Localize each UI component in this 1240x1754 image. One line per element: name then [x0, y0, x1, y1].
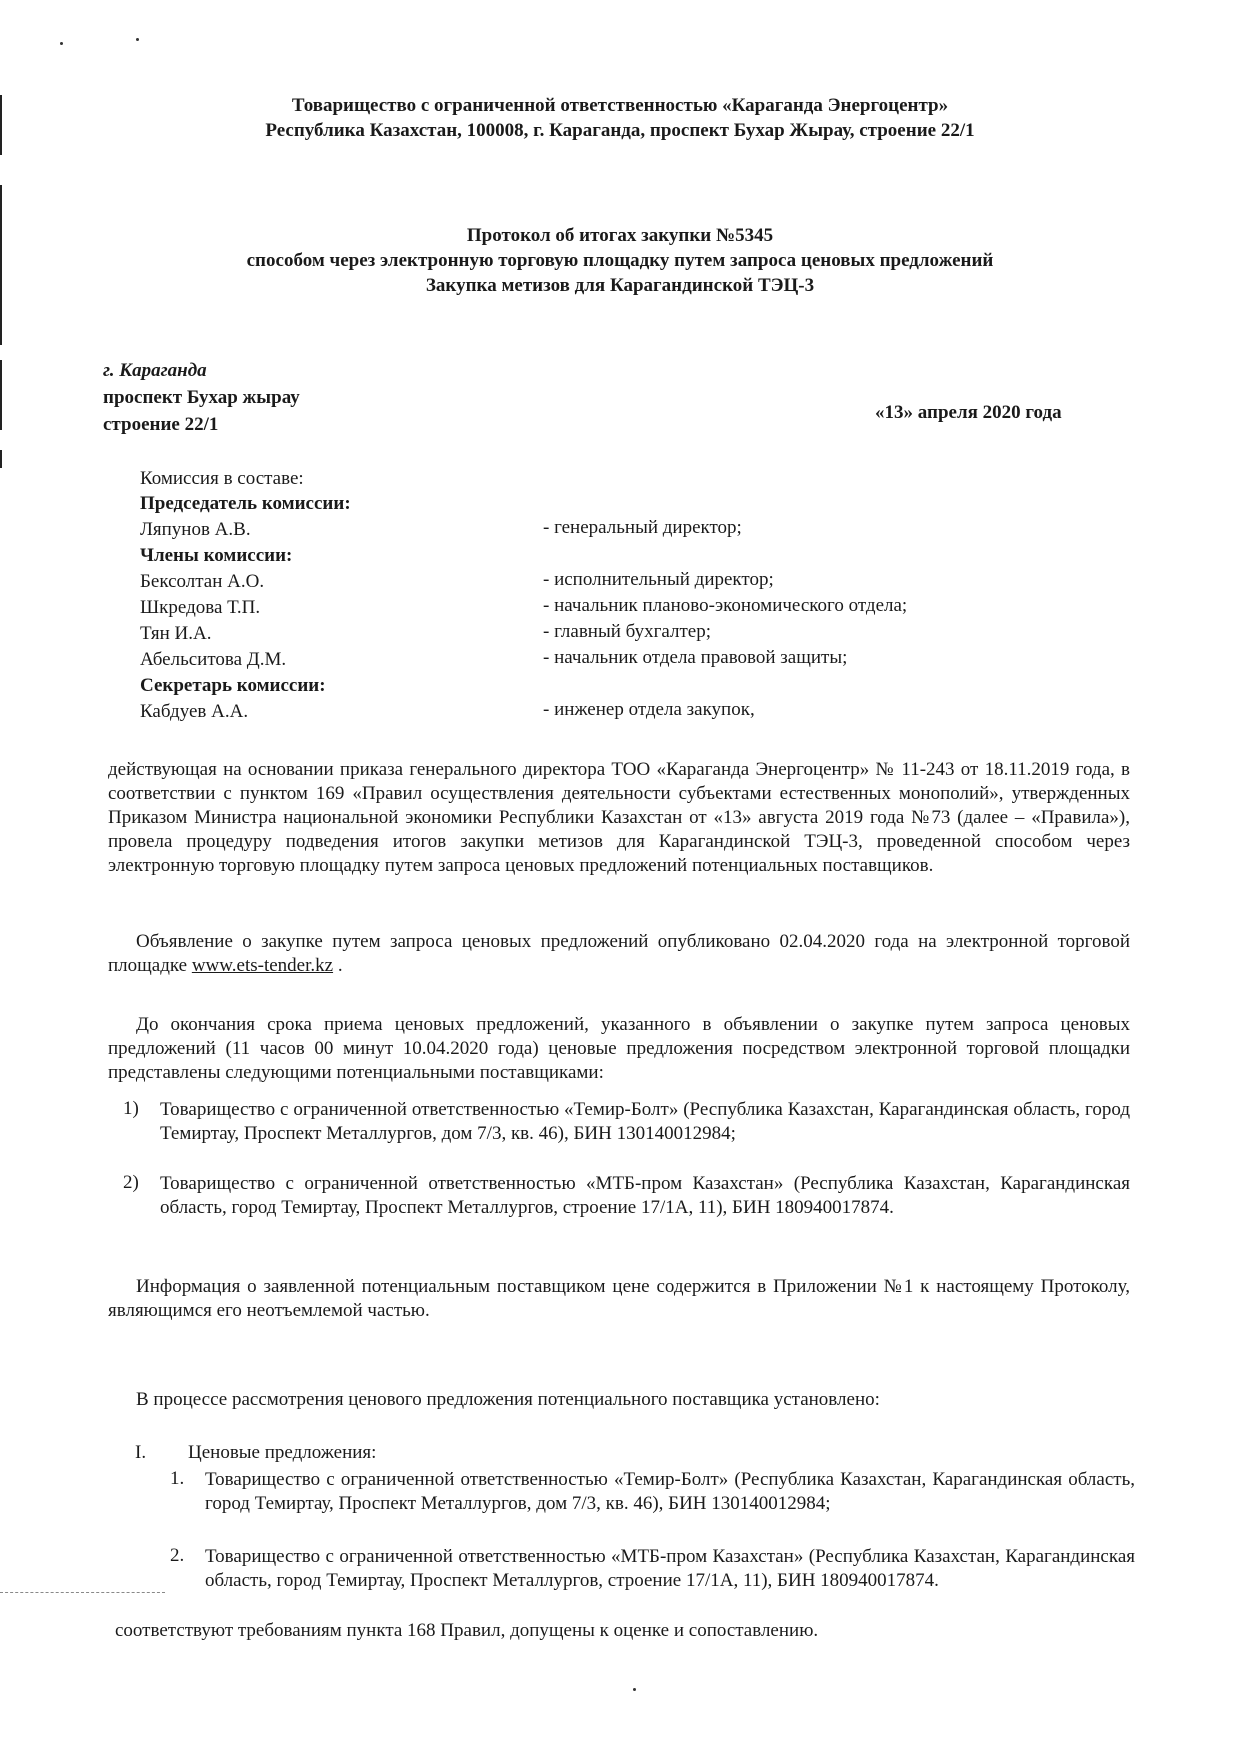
- price-offer-number: 1.: [170, 1468, 185, 1489]
- member-role: - исполнительный директор;: [543, 569, 774, 590]
- section-title: Ценовые предложения:: [188, 1442, 377, 1463]
- review-text: В процессе рассмотрения ценового предложения потенциального поставщика установлено:: [136, 1389, 880, 1410]
- members-heading: Члены комиссии:: [140, 545, 293, 566]
- ets-tender-link[interactable]: www.ets-tender.kz: [191, 955, 334, 976]
- price-offer-number: 2.: [170, 1545, 185, 1566]
- place-building: строение 22/1: [103, 414, 219, 435]
- paragraph-basis: действующая на основании приказа генерального директора ТОО «Караганда Энергоцентр» № 11-243 от 18.11.2019 года, в соответствии с пунктом 169 «Правил осуществления деятельности субъектами естественных монополий», утвержденных Приказом Министра национальной экономики Республики Казахстан от «13» августа 2019 года №73 (далее – «Правила»), провела процедуру подведения итогов закупки метизов для Карагандинской ТЭЦ-3, проведенной способом через электронную торговую площадку путем запроса ценовых предложений потенциальных поставщиков.: [108, 759, 1130, 876]
- place-city: г. Караганда: [103, 360, 207, 381]
- scan-dash-line: [0, 1592, 165, 1594]
- supplier-item: Товарищество с ограниченной ответственностью «Темир-Болт» (Республика Казахстан, Карагандинская область, город Темиртау, Проспект Металлургов, дом 7/3, кв. 46), БИН 130140012984;: [160, 1099, 1130, 1144]
- member-name: Кабдуев А.А.: [140, 701, 249, 722]
- member-name: Бексолтан А.О.: [140, 571, 265, 592]
- member-name: Шкредова Т.П.: [140, 597, 261, 618]
- deadline-text: До окончания срока приема ценовых предложений, указанного в объявлении о закупке путем запроса ценовых предложений (11 часов 00 минут 10.04.2020 года) ценовые предложения посредством электронной торговой площадки представлены следующими потенциальными поставщиками:: [108, 1014, 1130, 1083]
- scan-speck: [633, 1688, 636, 1691]
- member-role: - начальник планово-экономического отдела;: [543, 595, 908, 616]
- protocol-subject: Закупка метизов для Карагандинской ТЭЦ-3: [425, 275, 815, 296]
- price-offer-item: Товарищество с ограниченной ответственностью «МТБ-пром Казахстан» (Республика Казахстан, Карагандинская область, город Темиртау, Проспект Металлургов, строение 17/1А, 11), БИН 180940017874.: [205, 1546, 1135, 1591]
- protocol-title: Протокол об итогах закупки №5345: [466, 225, 774, 246]
- member-name: Абельситова Д.М.: [140, 649, 287, 670]
- appendix-info-text: Информация о заявленной потенциальным поставщиком цене содержится в Приложении №1 к настоящему Протоколу, являющимся его неотъемлемой частью.: [108, 1276, 1130, 1321]
- place-street: проспект Бухар жырау: [103, 387, 300, 408]
- scan-margin-mark: [0, 450, 2, 468]
- member-role: - главный бухгалтер;: [543, 621, 711, 642]
- chair-heading: Председатель комиссии:: [140, 493, 351, 514]
- protocol-method: способом через электронную торговую площадку путем запроса ценовых предложений: [246, 250, 994, 271]
- member-role: - начальник отдела правовой защиты;: [543, 647, 848, 668]
- section-number: I.: [135, 1442, 147, 1463]
- paragraph-deadline: [108, 1013, 1130, 1085]
- member-role: - генеральный директор;: [543, 517, 742, 538]
- announcement-end: .: [337, 955, 343, 976]
- member-name: Ляпунов А.В.: [140, 519, 251, 540]
- announcement-text: Объявление о закупке путем запроса ценовых предложений опубликовано 02.04.2020 года на электронной торговой площадке: [108, 931, 1130, 976]
- member-name: Тян И.А.: [140, 623, 212, 644]
- paragraph-appendix-info: [108, 1275, 1130, 1323]
- commission-intro: Комиссия в составе:: [140, 468, 304, 489]
- supplier-item: Товарищество с ограниченной ответственностью «МТБ-пром Казахстан» (Республика Казахстан, Карагандинская область, город Темиртау, Проспект Металлургов, строение 17/1А, 11), БИН 180940017874.: [160, 1173, 1130, 1218]
- paragraph-announcement: [108, 930, 1130, 978]
- scan-speck: [60, 42, 63, 45]
- supplier-number: 1): [123, 1098, 139, 1119]
- scan-margin-mark: [0, 360, 2, 430]
- supplier-number: 2): [123, 1172, 139, 1193]
- secretary-heading: Секретарь комиссии:: [140, 675, 326, 696]
- scan-speck: [136, 38, 139, 41]
- paragraph-conclusion: соответствуют требованиям пункта 168 Правил, допущены к оценке и сопоставлению.: [115, 1620, 819, 1641]
- member-role: - инженер отдела закупок,: [543, 699, 755, 720]
- organization-name: Товарищество с ограниченной ответственностью «Караганда Энергоцентр»: [291, 95, 949, 116]
- paragraph-review: [108, 1388, 1130, 1412]
- price-offer-item: Товарищество с ограниченной ответственностью «Темир-Болт» (Республика Казахстан, Карагандинская область, город Темиртау, Проспект Металлургов, дом 7/3, кв. 46), БИН 130140012984;: [205, 1469, 1135, 1514]
- protocol-date: «13» апреля 2020 года: [875, 402, 1062, 423]
- organization-address: Республика Казахстан, 100008, г. Караганда, проспект Бухар Жырау, строение 22/1: [265, 120, 975, 141]
